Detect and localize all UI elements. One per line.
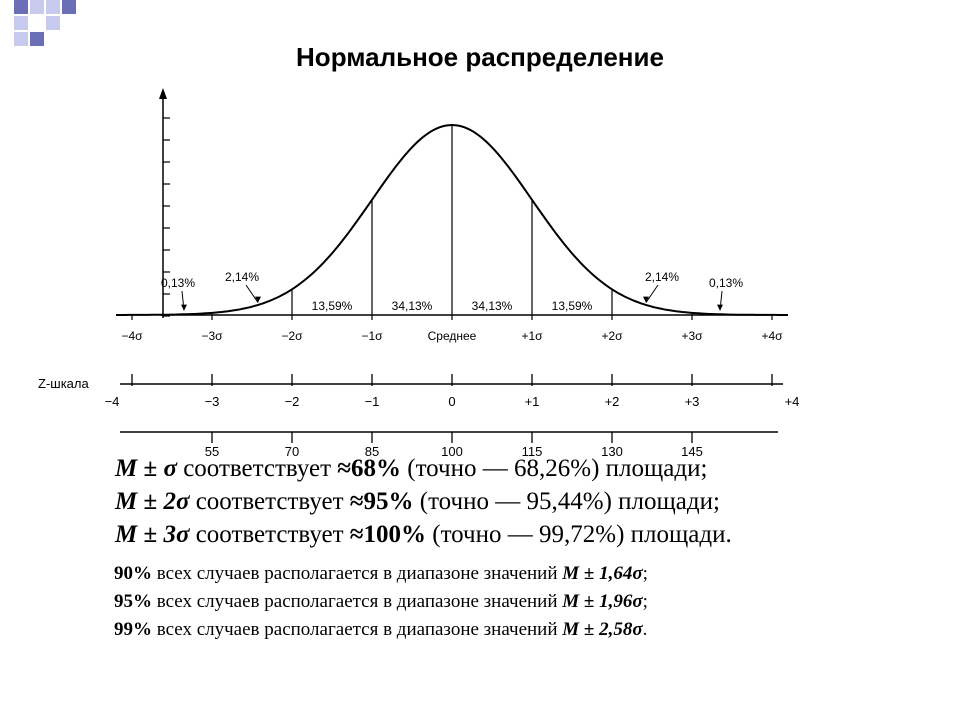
rule-line-3 <box>115 521 732 549</box>
range-symbol: M ± 2,58σ <box>562 619 643 640</box>
rule-symbol: M ± 3σ <box>115 521 190 548</box>
iq-scale-value: 70 <box>284 444 300 459</box>
area-percent-label: 0,13% <box>708 276 744 290</box>
z-scale-value: −4 <box>104 394 120 409</box>
iq-scale-value: 100 <box>441 444 463 459</box>
range-text: всех случаев располагается в диапазоне значений <box>152 563 563 584</box>
z-scale-value: +3 <box>684 394 700 409</box>
area-percent-label: 13,59% <box>311 299 353 313</box>
range-end: ; <box>642 563 648 584</box>
range-text: всех случаев располагается в диапазоне значений <box>152 591 563 612</box>
range-line-1 <box>114 563 648 585</box>
slide-title: Нормальное распределение <box>296 42 664 72</box>
iq-scale-value: 115 <box>521 444 543 459</box>
area-percent-label: 34,13% <box>471 299 513 313</box>
range-text: всех случаев располагается в диапазоне значений <box>152 619 563 640</box>
rule-line-1 <box>115 455 707 483</box>
area-percent-label: 2,14% <box>644 270 680 284</box>
rule-line-2 <box>115 488 720 516</box>
range-symbol: M ± 1,64σ <box>562 563 643 584</box>
z-scale-value: +2 <box>604 394 620 409</box>
z-scale-value: −1 <box>364 394 380 409</box>
range-symbol: M ± 1,96σ <box>562 591 643 612</box>
range-percent: 99% <box>114 619 152 640</box>
area-percent-label: 0,13% <box>160 276 196 290</box>
sigma-label: +1σ <box>521 329 543 343</box>
z-scale-value: +1 <box>524 394 540 409</box>
area-label-pointer <box>646 285 658 303</box>
rule-percent: ≈95% <box>349 488 414 515</box>
rule-symbol: M ± σ <box>115 455 177 482</box>
range-percent: 90% <box>114 563 152 584</box>
area-percent-label: 13,59% <box>551 299 593 313</box>
z-scale-value: +4 <box>784 394 800 409</box>
rule-text: соответствует <box>189 488 350 515</box>
sigma-label: +3σ <box>681 329 703 343</box>
z-scale-value: −2 <box>284 394 300 409</box>
range-line-2 <box>114 591 648 613</box>
z-scale-value: 0 <box>448 394 456 409</box>
area-label-arrowhead <box>181 305 187 311</box>
area-label-pointer <box>246 285 258 303</box>
area-percent-label: 34,13% <box>391 299 433 313</box>
iq-scale-value: 145 <box>681 444 703 459</box>
range-end: . <box>642 619 648 640</box>
sigma-label: −2σ <box>281 329 303 343</box>
sigma-label: −4σ <box>121 329 143 343</box>
sigma-label: −1σ <box>361 329 383 343</box>
rule-text: соответствует <box>176 455 338 482</box>
sigma-label: Среднее <box>427 329 477 343</box>
rule-percent: ≈68% <box>337 455 402 482</box>
range-line-3 <box>114 619 647 641</box>
z-scale-value: −3 <box>204 394 220 409</box>
rule-note: (точно — 99,72%) площади. <box>426 521 732 548</box>
sigma-label: −3σ <box>201 329 223 343</box>
area-percent-label: 2,14% <box>224 270 260 284</box>
iq-scale-value: 85 <box>364 444 380 459</box>
y-axis-arrow <box>159 88 167 99</box>
range-end: ; <box>642 591 648 612</box>
sigma-label: +4σ <box>761 329 783 343</box>
iq-scale-value: 55 <box>204 444 220 459</box>
rule-symbol: M ± 2σ <box>115 488 190 515</box>
range-percent: 95% <box>114 591 152 612</box>
z-scale-label: Z-шкала <box>38 376 89 391</box>
area-label-arrowhead <box>717 305 723 311</box>
rule-note: (точно — 68,26%) площади; <box>401 455 708 482</box>
rule-percent: ≈100% <box>349 521 427 548</box>
sigma-label: +2σ <box>601 329 623 343</box>
rule-note: (точно — 95,44%) площади; <box>413 488 720 515</box>
rule-text: соответствует <box>189 521 350 548</box>
iq-scale-value: 130 <box>601 444 623 459</box>
